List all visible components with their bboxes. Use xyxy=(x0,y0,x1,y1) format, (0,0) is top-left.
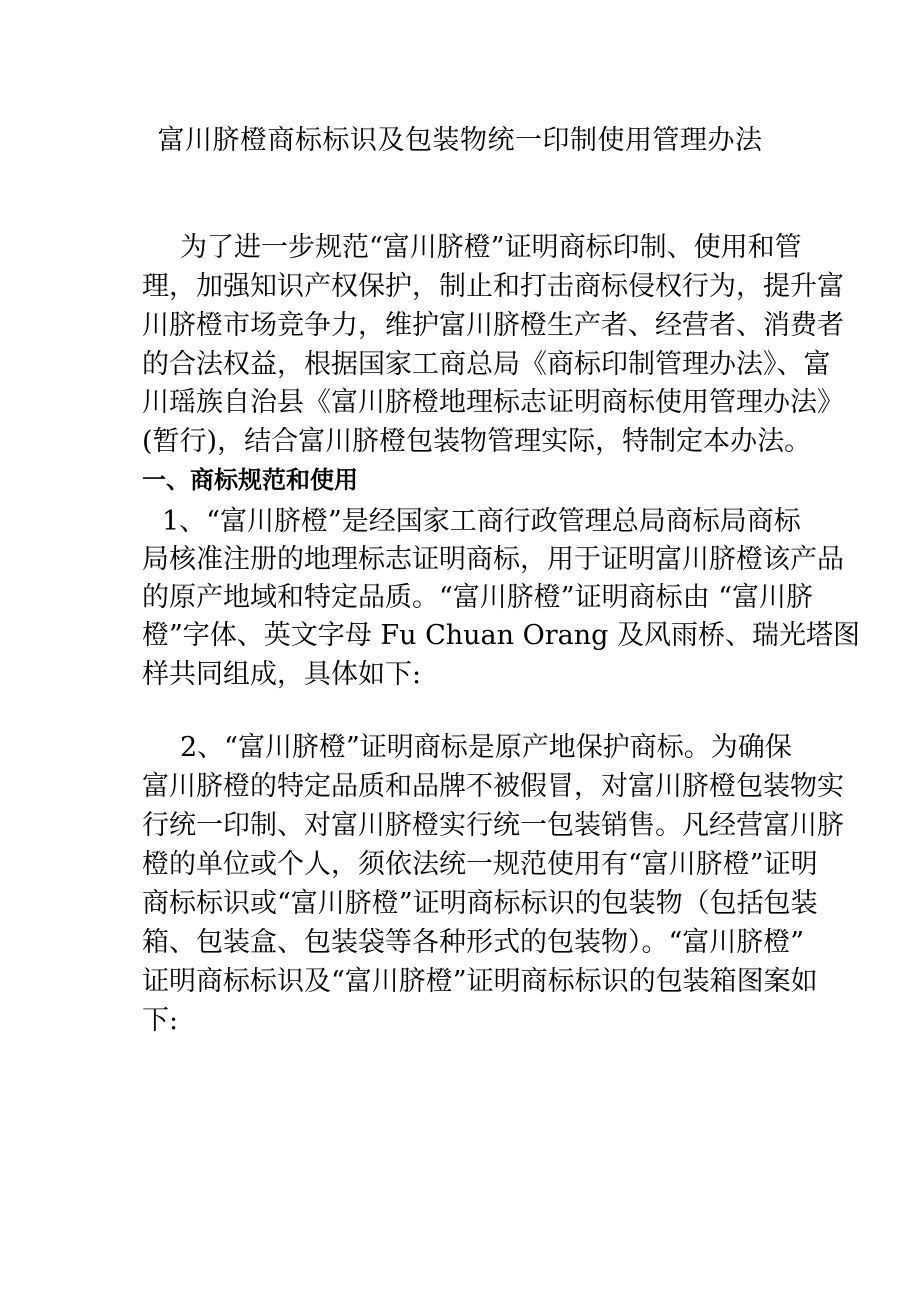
text-line: 2、“富川脐橙”证明商标是原产地保护商标。为确保 xyxy=(180,732,792,763)
text-line: 橙的单位或个人，须依法统一规范使用有“富川脐橙”证明 xyxy=(142,849,818,880)
text-line: 理，加强知识产权保护，制止和打击商标侵权行为，提升富 xyxy=(142,271,844,302)
text-line: 为了进一步规范“富川脐橙”证明商标印制、使用和管 xyxy=(180,232,802,263)
text-line: 1、“富川脐橙”是经国家工商行政管理总局商标局商标 xyxy=(162,506,801,537)
text-line: 橙”字体、英文字母 Fu Chuan Orang 及风雨桥、瑞光塔图 xyxy=(142,620,860,651)
text-line: 富川脐橙的特定品质和品牌不被假冒，对富川脐橙包装物实 xyxy=(142,771,844,802)
text-line: 下: xyxy=(142,1005,179,1036)
text-line: 商标标识或“富川脐橙”证明商标标识的包装物（包括包装 xyxy=(142,888,818,919)
text-line: 局核准注册的地理标志证明商标，用于证明富川脐橙该产品 xyxy=(142,544,844,575)
document-title: 富川脐橙商标标识及包装物统一印制使用管理办法 xyxy=(157,125,763,156)
text-line: 的原产地域和特定品质。“富川脐橙”证明商标由 “富川脐 xyxy=(142,582,813,613)
text-line: 行统一印制、对富川脐橙实行统一包装销售。凡经营富川脐 xyxy=(142,810,844,841)
text-line: 箱、包装盒、包装袋等各种形式的包装物）。“富川脐橙” xyxy=(142,927,805,958)
text-line: 川瑶族自治县《富川脐橙地理标志证明商标使用管理办法》 xyxy=(142,387,844,418)
text-line: 样共同组成，具体如下: xyxy=(142,659,422,690)
text-line: 证明商标标识及“富川脐橙”证明商标标识的包装箱图案如 xyxy=(142,966,818,997)
text-line: 的合法权益，根据国家工商总局《商标印制管理办法》、富 xyxy=(142,349,831,380)
text-line: (暂行)，结合富川脐橙包装物管理实际，特制定本办法。 xyxy=(142,426,812,457)
text-line: 川脐橙市场竞争力，维护富川脐橙生产者、经营者、消费者 xyxy=(142,310,844,341)
section-heading: 一、商标规范和使用 xyxy=(142,466,358,494)
